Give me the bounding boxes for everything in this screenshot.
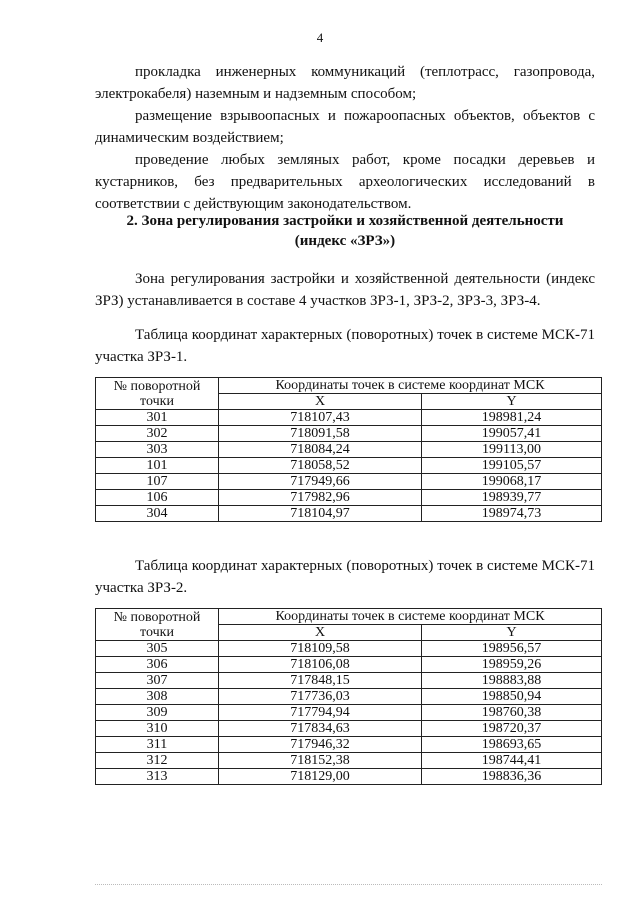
bullet-earthworks: проведение любых земляных работ, кроме посадки деревьев и кустарников, без предварительных археологических исследований в соответствии с действующим законодательством. bbox=[95, 152, 595, 212]
table-row bbox=[96, 705, 602, 721]
x-cell: 718129,00 bbox=[219, 769, 422, 785]
y-cell: 199105,57 bbox=[422, 458, 602, 474]
y-cell: 198760,38 bbox=[422, 705, 602, 721]
table-row bbox=[96, 769, 602, 785]
table-row bbox=[96, 474, 602, 490]
table-row bbox=[96, 458, 602, 474]
table-caption-zrz2: Таблица координат характерных (поворотных) точек в системе МСК-71 участка ЗРЗ-2. bbox=[95, 558, 595, 596]
point-cell: 304 bbox=[96, 506, 219, 522]
point-cell: 107 bbox=[96, 474, 219, 490]
x-cell: 718107,43 bbox=[219, 410, 422, 426]
table-row bbox=[96, 721, 602, 737]
header-coordinates: Координаты точек в системе координат МСК bbox=[219, 378, 602, 394]
y-cell: 198883,88 bbox=[422, 673, 602, 689]
table-row bbox=[96, 641, 602, 657]
y-cell: 198939,77 bbox=[422, 490, 602, 506]
header-y: Y bbox=[422, 625, 602, 641]
y-cell: 198959,26 bbox=[422, 657, 602, 673]
table-row bbox=[96, 426, 602, 442]
point-cell: 101 bbox=[96, 458, 219, 474]
table-row bbox=[96, 737, 602, 753]
x-cell: 718058,52 bbox=[219, 458, 422, 474]
y-cell: 198720,37 bbox=[422, 721, 602, 737]
bullet-utilities: прокладка инженерных коммуникаций (теплотрасс, газопровода, электрокабеля) наземным и надземным способом; bbox=[95, 64, 595, 102]
x-cell: 717982,96 bbox=[219, 490, 422, 506]
section-heading bbox=[95, 211, 595, 251]
y-cell: 198693,65 bbox=[422, 737, 602, 753]
header-point-number: № поворотной точки bbox=[96, 378, 219, 410]
header-coordinates: Координаты точек в системе координат МСК bbox=[219, 609, 602, 625]
point-cell: 309 bbox=[96, 705, 219, 721]
x-cell: 718084,24 bbox=[219, 442, 422, 458]
point-cell: 106 bbox=[96, 490, 219, 506]
table-row bbox=[96, 506, 602, 522]
table-row bbox=[96, 442, 602, 458]
point-cell: 310 bbox=[96, 721, 219, 737]
coordinates-table-zrz1 bbox=[95, 377, 602, 522]
point-cell: 303 bbox=[96, 442, 219, 458]
scan-footer-artifact bbox=[95, 884, 602, 888]
y-cell: 198836,36 bbox=[422, 769, 602, 785]
x-cell: 717946,32 bbox=[219, 737, 422, 753]
x-cell: 718109,58 bbox=[219, 641, 422, 657]
y-cell: 199057,41 bbox=[422, 426, 602, 442]
point-cell: 306 bbox=[96, 657, 219, 673]
table-row bbox=[96, 673, 602, 689]
page-number: 4 bbox=[316, 30, 324, 45]
point-cell: 308 bbox=[96, 689, 219, 705]
x-cell: 717794,94 bbox=[219, 705, 422, 721]
section-heading-line2: (индекс «ЗРЗ») bbox=[294, 233, 396, 249]
header-y: Y bbox=[422, 394, 602, 410]
point-cell: 313 bbox=[96, 769, 219, 785]
y-cell: 198981,24 bbox=[422, 410, 602, 426]
x-cell: 717834,63 bbox=[219, 721, 422, 737]
bullet-hazardous-objects: размещение взрывоопасных и пожароопасных объектов, объектов с динамическим воздействием; bbox=[95, 108, 595, 146]
x-cell: 717949,66 bbox=[219, 474, 422, 490]
header-x: X bbox=[219, 625, 422, 641]
x-cell: 717736,03 bbox=[219, 689, 422, 705]
header-x: X bbox=[219, 394, 422, 410]
point-cell: 305 bbox=[96, 641, 219, 657]
table-row bbox=[96, 657, 602, 673]
y-cell: 198956,57 bbox=[422, 641, 602, 657]
x-cell: 718091,58 bbox=[219, 426, 422, 442]
y-cell: 199068,17 bbox=[422, 474, 602, 490]
header-point-number: № поворотной точки bbox=[96, 609, 219, 641]
x-cell: 717848,15 bbox=[219, 673, 422, 689]
point-cell: 312 bbox=[96, 753, 219, 769]
table-row bbox=[96, 410, 602, 426]
point-cell: 307 bbox=[96, 673, 219, 689]
table-row bbox=[96, 490, 602, 506]
x-cell: 718152,38 bbox=[219, 753, 422, 769]
x-cell: 718106,08 bbox=[219, 657, 422, 673]
point-cell: 301 bbox=[96, 410, 219, 426]
y-cell: 198974,73 bbox=[422, 506, 602, 522]
point-cell: 311 bbox=[96, 737, 219, 753]
y-cell: 198850,94 bbox=[422, 689, 602, 705]
table-caption-zrz1: Таблица координат характерных (поворотных) точек в системе МСК-71 участка ЗРЗ-1. bbox=[95, 327, 595, 365]
y-cell: 199113,00 bbox=[422, 442, 602, 458]
coordinates-table-zrz2 bbox=[95, 608, 602, 785]
table-row bbox=[96, 753, 602, 769]
point-cell: 302 bbox=[96, 426, 219, 442]
section-heading-line1: 2. Зона регулирования застройки и хозяйственной деятельности bbox=[126, 213, 564, 229]
y-cell: 198744,41 bbox=[422, 753, 602, 769]
x-cell: 718104,97 bbox=[219, 506, 422, 522]
table-row bbox=[96, 689, 602, 705]
section-intro: Зона регулирования застройки и хозяйственной деятельности (индекс ЗРЗ) устанавливается в составе 4 участков ЗРЗ-1, ЗРЗ-2, ЗРЗ-3, ЗРЗ-4. bbox=[95, 271, 595, 309]
